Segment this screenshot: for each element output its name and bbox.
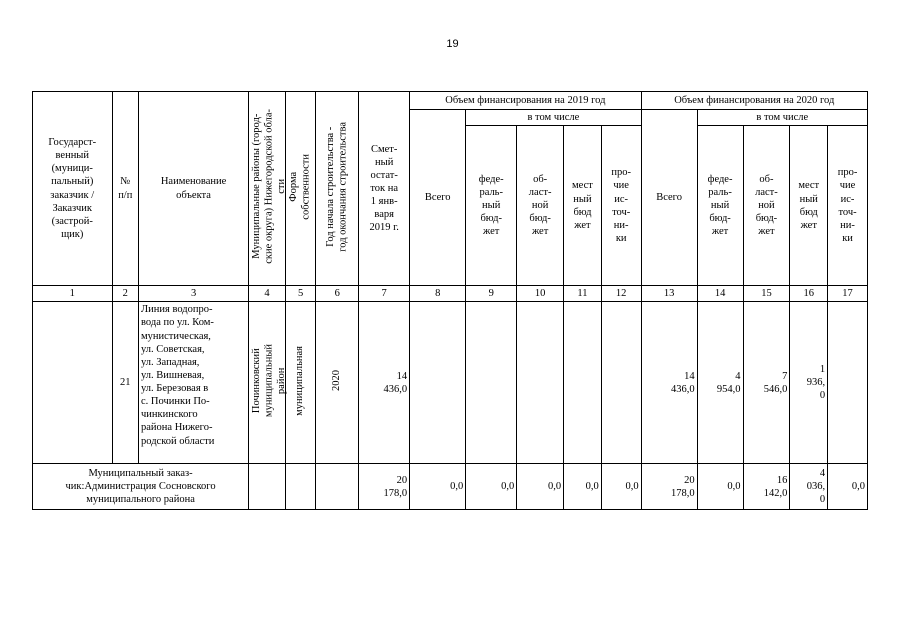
header-federal-2020: феде- раль- ный бюд- жет [697, 126, 743, 286]
column-number: 16 [790, 286, 828, 302]
row-c9 [466, 302, 517, 464]
row-district: Починковский муниципальный район [251, 344, 288, 418]
total-c12: 0,0 [601, 464, 641, 510]
header-local-2019: мест ный бюд жет [564, 126, 602, 286]
column-number: 7 [359, 286, 410, 302]
total-c5 [285, 464, 316, 510]
total-c4 [249, 464, 286, 510]
header-districts: Муниципальные районы (город- ские округа) Нижегородской обла- сти [251, 109, 288, 264]
page-number: 19 [446, 38, 459, 50]
column-number: 2 [112, 286, 139, 302]
column-number: 1 [33, 286, 113, 302]
header-row-1 [33, 92, 868, 110]
total-c15: 16 142,0 [743, 464, 790, 510]
header-other-2020: про- чие ис- точ- ни- ки [828, 126, 868, 286]
header-object-name: Наименование объекта [139, 92, 249, 286]
column-number: 4 [249, 286, 286, 302]
header-ownership: Форма собственности [287, 153, 312, 220]
header-local-2020: мест ный бюд жет [790, 126, 828, 286]
total-c9: 0,0 [466, 464, 517, 510]
row-c15: 7 546,0 [743, 302, 790, 464]
table-row [33, 302, 868, 464]
header-estimate-rest: Смет- ный остат- ток на 1 янв- варя 2019 г. [359, 92, 410, 286]
row-years: 2020 [330, 370, 342, 392]
header-federal-2019: феде- раль- ный бюд- жет [466, 126, 517, 286]
row-customer [33, 302, 113, 464]
total-c6 [316, 464, 359, 510]
total-c13: 20 178,0 [641, 464, 697, 510]
total-c16: 4 036, 0 [790, 464, 828, 510]
column-number: 10 [517, 286, 564, 302]
total-row-label: Муниципальный заказ- чик:Администрация Сосновского муниципального района [33, 464, 249, 510]
column-number: 15 [743, 286, 790, 302]
row-c8 [410, 302, 466, 464]
header-regional-2020: об- ласт- ной бюд- жет [743, 126, 790, 286]
row-district-cell [249, 302, 286, 464]
row-number: 21 [112, 302, 139, 464]
header-including-2019: в том числе [466, 110, 641, 126]
header-years: Год начала строительства - год окончания строительства [324, 121, 349, 252]
row-ownership: муниципальная [294, 345, 306, 416]
column-number: 13 [641, 286, 697, 302]
column-number: 8 [410, 286, 466, 302]
total-c14: 0,0 [697, 464, 743, 510]
total-c8: 0,0 [410, 464, 466, 510]
column-number: 11 [564, 286, 602, 302]
header-districts-cell [249, 92, 286, 286]
row-years-cell [316, 302, 359, 464]
row-c10 [517, 302, 564, 464]
column-number: 3 [139, 286, 249, 302]
header-total-2019: Всего [410, 110, 466, 286]
header-funding-2019: Объем финансирования на 2019 год [410, 92, 641, 110]
column-number: 14 [697, 286, 743, 302]
header-total-2020: Всего [641, 110, 697, 286]
header-number: № п/п [112, 92, 139, 286]
row-ownership-cell [285, 302, 316, 464]
header-other-2019: про- чие ис- точ- ни- ки [601, 126, 641, 286]
header-funding-2020: Объем финансирования на 2020 год [641, 92, 867, 110]
funding-table [32, 91, 868, 510]
row-estimate-rest: 14 436,0 [359, 302, 410, 464]
column-number: 9 [466, 286, 517, 302]
header-regional-2019: об- ласт- ной бюд- жет [517, 126, 564, 286]
total-c17: 0,0 [828, 464, 868, 510]
column-number: 6 [316, 286, 359, 302]
header-years-cell [316, 92, 359, 286]
column-number: 5 [285, 286, 316, 302]
total-c7: 20 178,0 [359, 464, 410, 510]
column-number: 17 [828, 286, 868, 302]
row-c16: 1 936, 0 [790, 302, 828, 464]
header-customer: Государст- венный (муници- пальный) заказчик / Заказчик (застрой- щик) [33, 92, 113, 286]
column-number: 12 [601, 286, 641, 302]
header-ownership-cell [285, 92, 316, 286]
row-c11 [564, 302, 602, 464]
total-row [33, 464, 868, 510]
column-number-row [33, 286, 868, 302]
row-c12 [601, 302, 641, 464]
total-c11: 0,0 [564, 464, 602, 510]
row-c17 [828, 302, 868, 464]
row-c13: 14 436,0 [641, 302, 697, 464]
row-c14: 4 954,0 [697, 302, 743, 464]
header-including-2020: в том числе [697, 110, 867, 126]
row-object-name: Линия водопро- вода по ул. Ком- мунистическая, ул. Советская, ул. Западная, ул. Вишневая, ул. Березовая в с. Починки По- чинкинского района Нижего- родской области [139, 302, 249, 464]
total-c10: 0,0 [517, 464, 564, 510]
